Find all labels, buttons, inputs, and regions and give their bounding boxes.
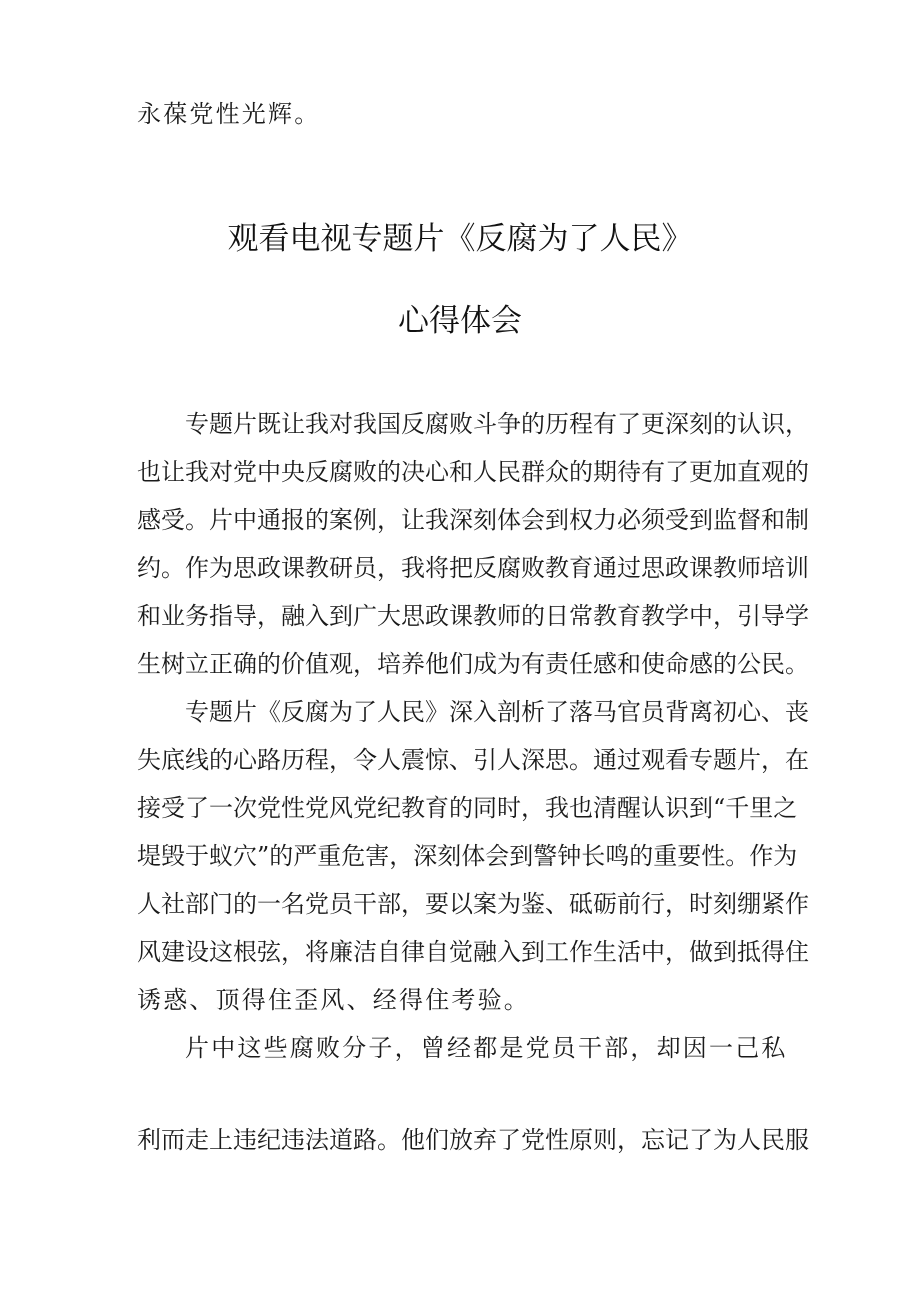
paragraph-2-line-2: 失底线的心路历程，令人震惊、引人深思。通过观看专题片，在 [137, 746, 809, 774]
paragraph-1-line-1: 专题片既让我对我国反腐败斗争的历程有了更深刻的认识， [185, 410, 809, 438]
paragraph-2-line-6: 风建设这根弦，将廉洁自律自觉融入到工作生活中，做到抵得住 [137, 938, 809, 966]
paragraph-1-line-6: 生树立正确的价值观，培养他们成为有责任感和使命感的公民。 [137, 650, 809, 678]
paragraph-1-line-3: 感受。片中通报的案例，让我深刻体会到权力必须受到监督和制 [137, 506, 809, 534]
paragraph-2-line-5: 人社部门的一名党员干部，要以案为鉴、砥砺前行，时刻绷紧作 [137, 890, 809, 918]
paragraph-1-line-5: 和业务指导，融入到广大思政课教师的日常教育教学中，引导学 [137, 602, 809, 630]
paragraph-1-line-2: 也让我对党中央反腐败的决心和人民群众的期待有了更加直观的 [137, 458, 809, 486]
paragraph-2-line-1: 专题片《反腐为了人民》深入剖析了落马官员背离初心、丧 [185, 698, 809, 726]
paragraph-1-line-4: 约。作为思政课教研员，我将把反腐败教育通过思政课教师培训 [137, 554, 809, 582]
paragraph-3-line-1: 片中这些腐败分子，曾经都是党员干部，却因一己私 [185, 1034, 788, 1062]
paragraph-2-line-4: 堤毁于蚁穴”的严重危害，深刻体会到警钟长鸣的重要性。作为 [137, 842, 798, 870]
next-page-fragment: 利而走上违纪违法道路。他们放弃了党性原则，忘记了为人民服 [137, 1126, 809, 1154]
paragraph-2-line-3: 接受了一次党性党风党纪教育的同时，我也清醒认识到“千里之 [137, 794, 798, 822]
document-title-line-2: 心得体会 [398, 303, 522, 339]
paragraph-2-line-7: 诱惑、顶得住歪风、经得住考验。 [137, 986, 530, 1014]
previous-paragraph-ending: 永葆党性光辉。 [137, 100, 321, 128]
document-title-line-1: 观看电视专题片《反腐为了人民》 [227, 221, 693, 257]
